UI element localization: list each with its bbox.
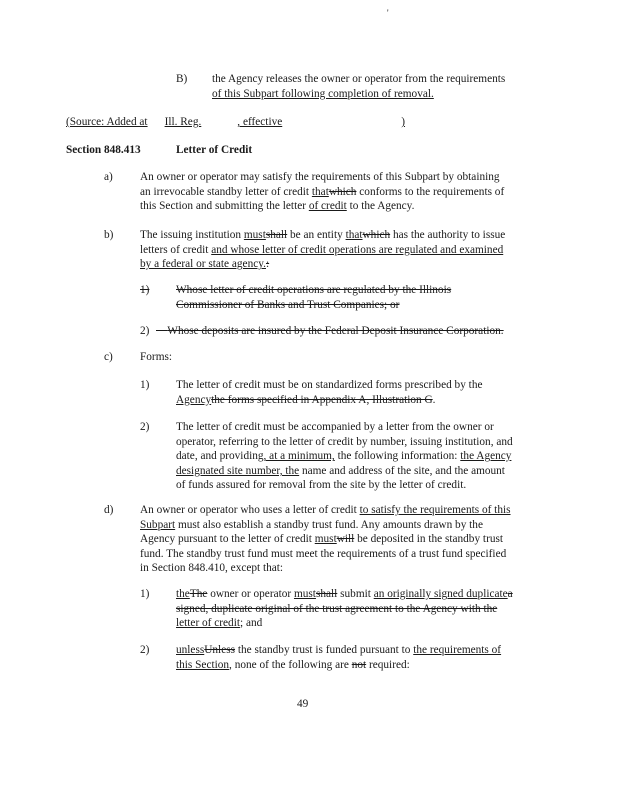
subsection-c-item1-label: 1) (140, 379, 150, 391)
subsection-b-item1-label: 1) (140, 284, 150, 296)
subsection-c-item1-text: The letter of credit must be on standardized forms prescribed by the Agencythe forms specified in Appendix A, Illustration G. (176, 379, 483, 406)
subsection-c-item2-label: 2) (140, 421, 150, 433)
scan-mark: ' (387, 8, 389, 18)
source-note: (Source: Added at Ill. Reg. , effective ) (66, 116, 406, 128)
subsection-c-label: c) (104, 351, 113, 363)
subsection-d-item1-label: 1) (140, 588, 150, 600)
subsection-d-label: d) (104, 504, 114, 516)
subsection-d-item2-label: 2) (140, 644, 150, 656)
subsection-a-text: An owner or operator may satisfy the requirements of this Subpart by obtaining an irrevocable standby letter of credit thatwhich conforms to the requirements of this Section and submitting the letter of credit to the Agency. (140, 171, 505, 213)
subsection-a-label: a) (104, 171, 113, 183)
subsection-d-text: An owner or operator who uses a letter of credit to satisfy the requirements of this Subpart must also establish a standby trust fund. Any amounts drawn by the Agency pursuant to the letter of credit mustwill be deposited in the standby trust fund. The standby trust fund must meet the requirements of a trust fund specified in Section 848.410, except that: (140, 504, 511, 575)
section-title: Letter of Credit (176, 144, 253, 156)
page-number: 49 (297, 698, 309, 710)
subsection-c-heading: Forms: (140, 351, 173, 363)
item-b3-label: B) (176, 73, 188, 85)
subsection-b-item2-label: 2) (140, 325, 150, 337)
subsection-d-item2-text: unlessUnless the standby trust is funded pursuant to the requirements of this Section, none of the following are not required: (176, 644, 502, 671)
item-b3-text: the Agency releases the owner or operator from the requirements of this Subpart following completion of removal. (212, 73, 506, 100)
subsection-b-item1-text: Whose letter of credit operations are regulated by the Illinois Commissioner of Banks and Trust Companies; or (176, 284, 452, 311)
section-number: Section 848.413 (66, 144, 141, 156)
subsection-b-item2-text: Whose deposits are insured by the Federal Deposit Insurance Corporation. (167, 325, 504, 337)
subsection-b-label: b) (104, 229, 114, 241)
subsection-b-text: The issuing institution mustshall be an entity thatwhich has the authority to issue letters of credit and whose letter of credit operations are regulated and examined by a federal or state agency.: (140, 229, 506, 271)
subsection-c-item2-text: The letter of credit must be accompanied by a letter from the owner or operator, referring to the letter of credit by number, issuing institution, and date, and providing, at a minimum, the following information: the Agency designated site number, the name and address of the site, and the amount of funds assured for removal from the site by the letter of credit. (176, 421, 513, 492)
subsection-d-item1-text: theThe owner or operator mustshall submit an originally signed duplicatea signed, duplicate original of the trust agreement to the Agency with the letter of credit; and (176, 588, 513, 630)
